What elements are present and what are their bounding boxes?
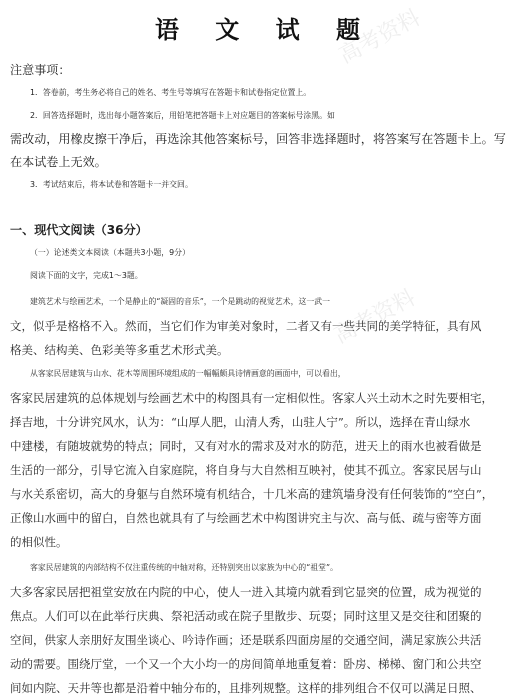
page-title: 语 文 试 题 <box>154 15 375 44</box>
passage-line: 生活的一部分，引导它流入自家庭院，将自身与大自然相互映衬，使其不孤立。客家民居与山 <box>10 463 482 477</box>
passage-line: 客家民居建筑的内部结构不仅注重传统的中轴对称，还特别突出以家族为中心的“祖堂”。 <box>30 563 338 572</box>
passage-line: 间如内院、天井等也都是沿着中轴分布的，且排列规整。这样的排列组合不仅可以满足日照、 <box>10 681 482 695</box>
notice-item: 2．回答选择题时，选出每小题答案后，用铅笔把答题卡上对应题目的答案标号涂黑。如 <box>30 111 335 120</box>
passage-line: 文，似乎是格格不入。然而，当它们作为审美对象时，二者又有一些共同的美学特征，具有风 <box>10 319 482 333</box>
notice-item: 3．考试结束后，将本试卷和答题卡一并交回。 <box>30 180 193 189</box>
passage-line: 格美、结构美、色彩美等多重艺术形式美。 <box>10 343 229 357</box>
notice-heading: 注意事项： <box>10 63 71 77</box>
passage-line: 正像山水画中的留白，自然也就具有了与绘画艺术中构图讲究主与次、高与低、疏与密等方面 <box>10 511 482 525</box>
passage-line: 焦点。人们可以在此举行庆典、祭祀活动或在院子里散步、玩耍；同时这里又是交往和团聚的 <box>10 609 482 623</box>
passage-line: 建筑艺术与绘画艺术，一个是静止的“凝固的音乐”，一个是跳动的视觉艺术，这一武一 <box>30 297 331 306</box>
passage-line: 大多客家民居把祖堂安放在内院的中心，使人一进入其境内就看到它显突的位置，成为视觉的 <box>10 585 482 599</box>
passage-line: 择吉地，十分讲究风水，认为：“山厚人肥，山清人秀，山驻人宁”。所以，选择在青山绿水 <box>10 415 471 429</box>
passage-line: 与水关系密切，高大的身躯与自然环境有机结合，十几米高的建筑墙身没有任何装饰的“空白”， <box>10 487 494 501</box>
watermark: 高考资料 <box>335 5 425 69</box>
notice-item: 需改动，用橡皮擦干净后，再选涂其他答案标号，回答非选择题时，将答案写在答题卡上。写 <box>10 132 506 146</box>
subsection-heading: （一）论述类文本阅读（本题共3小题，9分） <box>30 248 190 257</box>
watermark: 高考资料 <box>330 285 420 349</box>
reading-instruction: 阅读下面的文字，完成1～3题。 <box>30 271 143 280</box>
section-heading: 一、现代文阅读（36分） <box>10 223 148 237</box>
notice-item: 1．答卷前，考生务必将自己的姓名、考生号等填写在答题卡和试卷指定位置上。 <box>30 88 312 97</box>
passage-line: 动的需要。围绕厅堂，一个又一个大小均一的房间简单地重复着：卧房、梯梯、窗门和公共空 <box>10 657 482 671</box>
passage-line: 中建楼，有随坡就势的特点；同时，又有对水的需求及对水的防范，进天上的雨水也被看做是 <box>10 439 482 453</box>
passage-line: 的相似性。 <box>10 535 68 549</box>
notice-item: 在本试卷上无效。 <box>10 155 107 169</box>
passage-line: 从客家民居建筑与山水、花木等周围环境组成的一幅幅颇具诗情画意的画面中，可以看出， <box>30 369 346 378</box>
passage-line: 客家民居建筑的总体规划与绘画艺术中的构图具有一定相似性。客家人兴土动木之时先要相宅， <box>10 391 493 405</box>
passage-line: 空间，供家人亲朋好友围坐谈心、吟诗作画；还是联系四面房屋的交通空间，满足家族公共活 <box>10 633 482 647</box>
